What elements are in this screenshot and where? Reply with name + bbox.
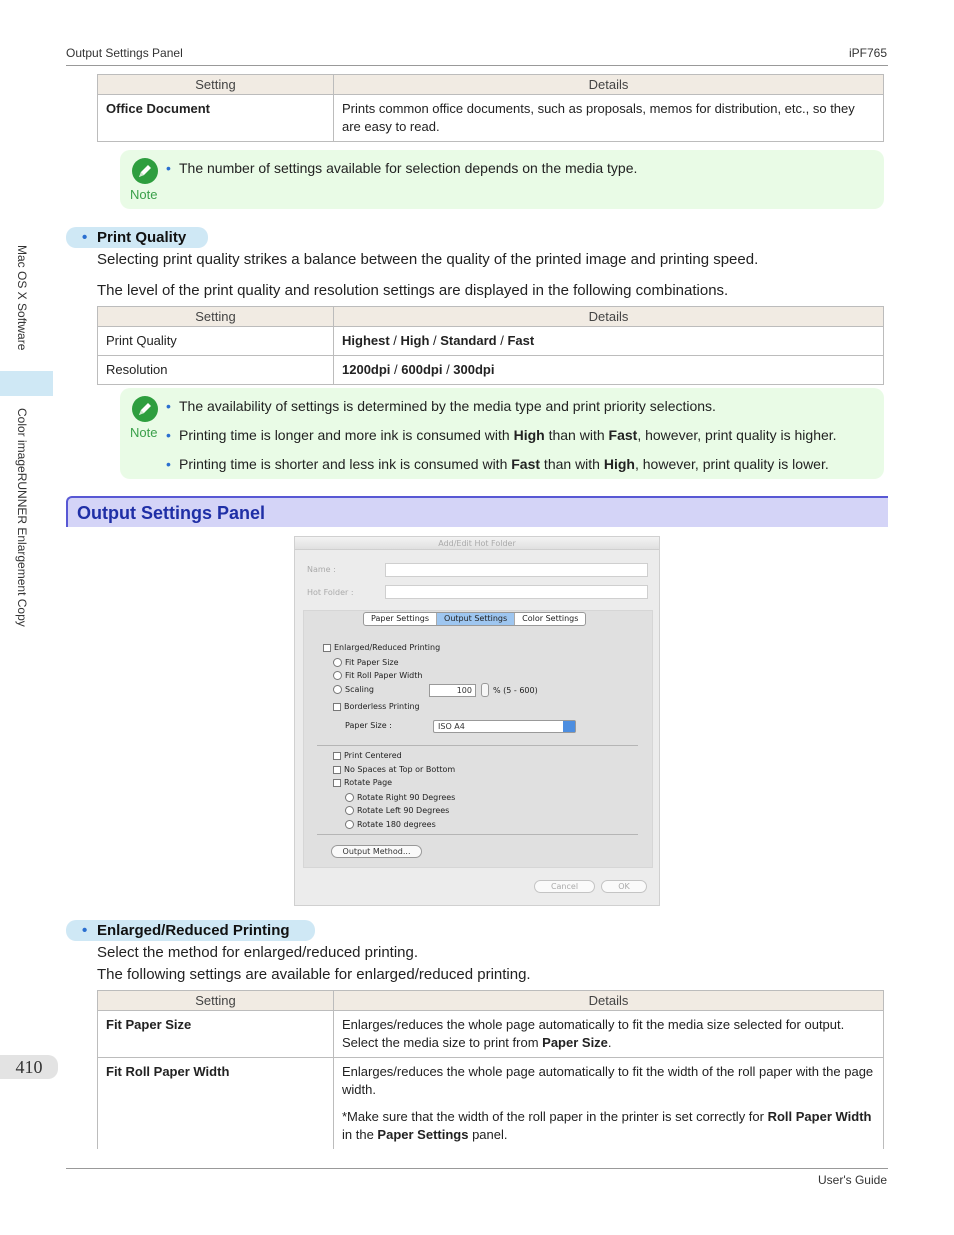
- divider: [317, 834, 638, 835]
- details-cell: 1200dpi / 600dpi / 300dpi: [334, 356, 884, 385]
- note-item: • The availability of settings is determined by the media type and print priority selections.: [166, 397, 874, 426]
- note-item: • Printing time is longer and more ink is consumed with High than with Fast, however, print quality is higher.: [166, 426, 874, 455]
- tab-output-settings[interactable]: Output Settings: [437, 613, 515, 625]
- fit-paper-size-radio[interactable]: Fit Paper Size: [333, 658, 399, 667]
- checkbox-icon: [323, 644, 331, 652]
- name-field[interactable]: [385, 563, 648, 577]
- print-centered-checkbox[interactable]: Print Centered: [333, 751, 402, 760]
- enlarged-reduced-settings-intro: The following settings are available for enlarged/reduced printing.: [97, 966, 531, 983]
- table-row: [98, 95, 884, 142]
- paper-size-select[interactable]: ISO A4: [433, 720, 576, 733]
- side-label-chapter: Mac OS X Software: [15, 245, 29, 351]
- output-method-button[interactable]: Output Method...: [331, 845, 422, 858]
- table-header: Details: [334, 307, 884, 327]
- checkbox-icon: [333, 703, 341, 711]
- no-spaces-checkbox[interactable]: No Spaces at Top or Bottom: [333, 765, 455, 774]
- note-pencil-icon: [132, 396, 158, 422]
- page-number: 410: [0, 1055, 58, 1079]
- hot-folder-dialog-screenshot: [294, 536, 660, 906]
- details-cell: Prints common office documents, such as proposals, memos for distribution, etc., so they are easy to read.: [334, 95, 884, 142]
- radio-icon: [345, 793, 354, 802]
- setting-cell: Resolution: [98, 356, 334, 385]
- divider: [317, 745, 638, 746]
- enlarged-reduced-heading: • Enlarged/Reduced Printing: [66, 920, 315, 941]
- table-header: Setting: [98, 75, 334, 95]
- table-header: Setting: [98, 991, 334, 1011]
- cancel-button[interactable]: Cancel: [534, 880, 595, 893]
- setting-cell: Office Document: [98, 95, 334, 142]
- ok-button[interactable]: OK: [601, 880, 647, 893]
- print-quality-combinations: The level of the print quality and resolution settings are displayed in the following combinations.: [97, 282, 729, 299]
- running-header-section: Output Settings Panel: [66, 46, 183, 60]
- table-row: [98, 1011, 884, 1058]
- radio-icon: [333, 658, 342, 667]
- header-rule: [66, 65, 888, 66]
- note-item: • Printing time is shorter and less ink is consumed with Fast than with High, however, print quality is lower.: [166, 455, 874, 484]
- radio-icon: [333, 671, 342, 680]
- print-quality-heading: • Print Quality: [66, 227, 208, 248]
- details-cell: Enlarges/reduces the whole page automatically to fit the media size selected for output. Select the media size to print from Paper Size.: [334, 1011, 884, 1058]
- print-quality-description: Selecting print quality strikes a balance between the quality of the printed image and printing speed.: [97, 251, 759, 268]
- note-list: [166, 159, 874, 188]
- running-header-model: iPF765: [848, 46, 887, 60]
- enlarged-reduced-table: [97, 990, 884, 1149]
- tab-color-settings[interactable]: Color Settings: [522, 614, 579, 623]
- side-label-section: Color imageRUNNER Enlargement Copy: [15, 408, 29, 627]
- table-row: [98, 356, 884, 385]
- table-row: [98, 1058, 884, 1150]
- name-label: Name :: [307, 565, 336, 574]
- enlarged-reduced-description: Select the method for enlarged/reduced printing.: [97, 944, 419, 961]
- setting-cell: Fit Paper Size: [98, 1011, 334, 1058]
- enlarged-reduced-checkbox[interactable]: Enlarged/Reduced Printing: [323, 643, 440, 652]
- scaling-stepper[interactable]: [481, 683, 489, 697]
- borderless-checkbox[interactable]: Borderless Printing: [333, 702, 420, 711]
- scaling-input[interactable]: 100: [429, 684, 476, 697]
- rotate-page-checkbox[interactable]: Rotate Page: [333, 778, 392, 787]
- footer-label: User's Guide: [818, 1173, 887, 1187]
- scaling-radio[interactable]: Scaling: [333, 685, 374, 694]
- note-box: [120, 150, 884, 209]
- details-cell: Enlarges/reduces the whole page automatically to fit the width of the roll paper with the page width. *Make sure that the width of the roll paper in the printer is set correctly for Roll Paper Width in the Paper Settings panel.: [334, 1058, 884, 1150]
- paper-size-label: Paper Size :: [345, 721, 392, 730]
- setting-cell: Fit Roll Paper Width: [98, 1058, 334, 1150]
- table-header: Setting: [98, 307, 334, 327]
- scaling-range-label: % (5 - 600): [493, 686, 538, 695]
- dialog-title: Add/Edit Hot Folder: [295, 537, 659, 550]
- office-document-table: [97, 74, 884, 142]
- tab-paper-settings[interactable]: Paper Settings: [364, 613, 437, 625]
- radio-icon: [345, 820, 354, 829]
- hot-folder-label: Hot Folder :: [307, 588, 354, 597]
- print-quality-table: [97, 306, 884, 385]
- settings-tabs: [363, 612, 586, 626]
- note-label: Note: [130, 425, 158, 440]
- note-box: [120, 388, 884, 479]
- setting-cell: Print Quality: [98, 327, 334, 356]
- rotate-180-radio[interactable]: Rotate 180 degrees: [345, 820, 436, 829]
- checkbox-icon: [333, 752, 341, 760]
- table-row: [98, 327, 884, 356]
- note-pencil-icon: [132, 158, 158, 184]
- footer-rule: [66, 1168, 888, 1169]
- note-item: • The number of settings available for selection depends on the media type.: [166, 159, 874, 188]
- section-heading: [66, 496, 888, 527]
- side-tab-marker: [0, 371, 53, 396]
- radio-icon: [333, 685, 342, 694]
- table-header: Details: [334, 75, 884, 95]
- rotate-left-radio[interactable]: Rotate Left 90 Degrees: [345, 806, 449, 815]
- checkbox-icon: [333, 766, 341, 774]
- details-cell: Highest / High / Standard / Fast: [334, 327, 884, 356]
- table-header: Details: [334, 991, 884, 1011]
- rotate-right-radio[interactable]: Rotate Right 90 Degrees: [345, 793, 455, 802]
- hot-folder-field[interactable]: [385, 585, 648, 599]
- note-label: Note: [130, 187, 158, 202]
- fit-roll-width-radio[interactable]: Fit Roll Paper Width: [333, 671, 422, 680]
- checkbox-icon: [333, 779, 341, 787]
- radio-icon: [345, 806, 354, 815]
- section-title: Output Settings Panel: [77, 503, 266, 523]
- select-arrows-icon: [563, 721, 575, 732]
- note-list: [166, 397, 874, 484]
